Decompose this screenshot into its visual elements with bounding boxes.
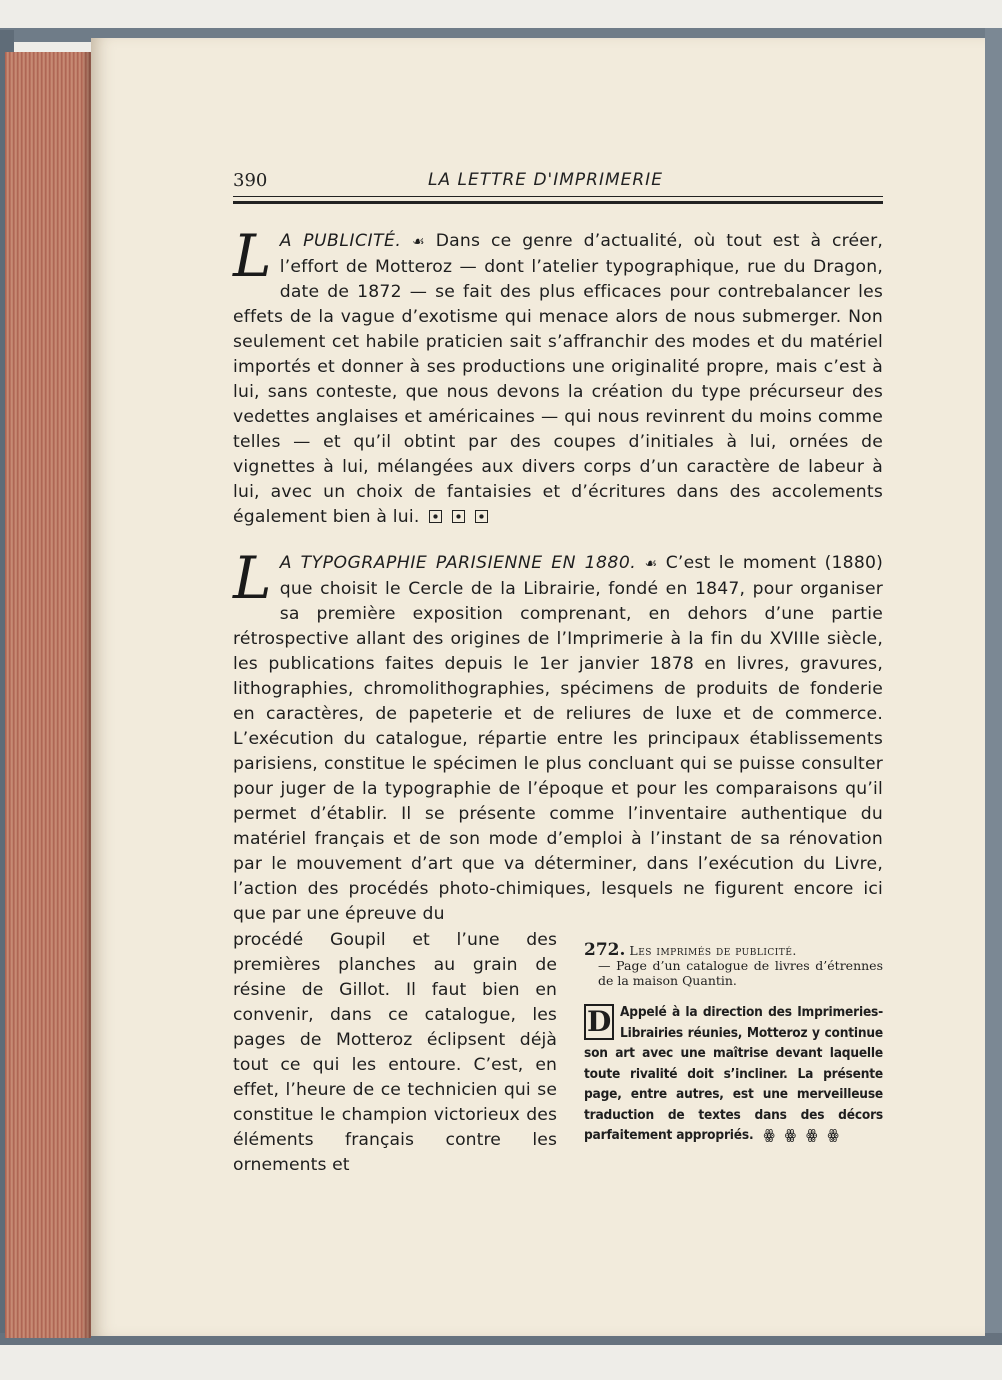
end-ornaments xyxy=(425,507,487,527)
fleuron-icon: ☙ xyxy=(412,234,425,250)
vignette-icon: ꙮ xyxy=(806,1128,818,1143)
square-ornament-icon xyxy=(429,510,442,523)
vignette-icon: ꙮ xyxy=(784,1128,797,1143)
caption-text: — Page d’un catalogue de livres d’étrennes de la maison Quantin. xyxy=(598,958,883,988)
running-head: LA LETTRE D'IMPRIMERIE xyxy=(428,170,663,190)
caption-heading: Les imprimés de publicité. xyxy=(629,943,797,958)
section-publicite xyxy=(233,222,883,530)
book-cover-right xyxy=(985,28,1002,1344)
page-number: 390 xyxy=(233,170,268,191)
paragraph-text: C’est le moment (1880) que choisit le Cercle de la Librairie, fondé en 1847, pour organiser sa première exposition comprenant, en dehors d’une partie rétrospective allant des origines de l’Imprimerie à la fin du XVIIIe siècle, les publications faites depuis le 1er janvier 1878 en livres, gravures, lithographies, chromolithographies, spécimens de produits de fonderie en caractères, de papeterie et de reliures de luxe et de commerce. L’exécution du catalogue, répartie entre les principaux établissements parisiens, constitue le spécimen le plus concluant qui se puisse consulter pour juger de la typographie de l’époque et pour les comparaisons qu’il permet d’établir. Il se présente comme l’inventaire authentique du matériel français et de son mode d’emploi à l’instant de sa rénovation par le mouvement d’art que va déterminer, dans l’exécution du Livre, l’action des procédés photo-chimiques, lesquels ne figurent encore ici que par une épreuve du xyxy=(233,553,883,924)
drop-cap: L xyxy=(233,544,272,612)
header-rule-thick xyxy=(233,201,883,204)
inset-drop-cap: D xyxy=(584,1004,614,1040)
fleuron-icon: ☙ xyxy=(644,556,658,572)
section-title: A TYPOGRAPHIE PARISIENNE EN 1880. xyxy=(279,553,637,573)
page-edges xyxy=(5,52,91,1338)
page-header xyxy=(233,168,883,194)
square-ornament-icon xyxy=(475,510,488,523)
figure-block xyxy=(584,940,883,1147)
figure-inset-text xyxy=(584,1002,883,1147)
section-title: A PUBLICITÉ. xyxy=(279,231,402,251)
section-typographie-parisienne xyxy=(233,544,883,927)
drop-cap: L xyxy=(233,222,272,290)
vignette-row xyxy=(757,1128,838,1143)
inset-paragraph: Appelé à la direction des Imprimeries-Librairies réunies, Motteroz y continue son art avec une maîtrise devant laquelle toute rivalité doit s’incliner. La présente page, entre autres, est une merveilleuse traduction de textes dans des décors parfaitement appropriés. xyxy=(584,1004,883,1143)
paragraph-continuation: procédé Goupil et l’une des premières planches au grain de résine de Gillot. Il faut bien en convenir, dans ce catalogue, les pages de Motteroz éclipsent déjà tout ce qui les entoure. C’est, en effet, l’heure de ce technicien qui se constitue le champion victorieux des éléments français contre les ornements et xyxy=(233,930,557,1175)
square-ornament-icon xyxy=(452,510,465,523)
paragraph-text: Dans ce genre d’actualité, où tout est à créer, l’effort de Motteroz — dont l’atelier typographique, rue du Dragon, date de 1872 — se fait des plus efficaces pour contrebalancer les effets de la vague d’exotisme qui menace alors de nous submerger. Non seulement cet habile praticien sait s’affranchir des modes et du matériel importés et donner à ses productions une originalité propre, mais c’est à lui, sans conteste, que nous devons la création du type précurseur des vedettes anglaises et américaines — qui nous revinrent du moins comme telles — et qu’il obtint par des coupes d’initiales à lui, ornées de vignettes à lui, mélangées aux divers corps d’un caractère de labeur à lui, avec un choix de fantaisies et d’écritures dans des accolements également bien à lui. xyxy=(233,231,883,527)
vignette-icon: ꙮ xyxy=(763,1128,775,1143)
figure-caption xyxy=(584,940,883,988)
figure-number: 272. xyxy=(584,940,626,960)
header-rule-thin xyxy=(233,196,883,197)
vignette-icon: ꙮ xyxy=(827,1128,839,1143)
